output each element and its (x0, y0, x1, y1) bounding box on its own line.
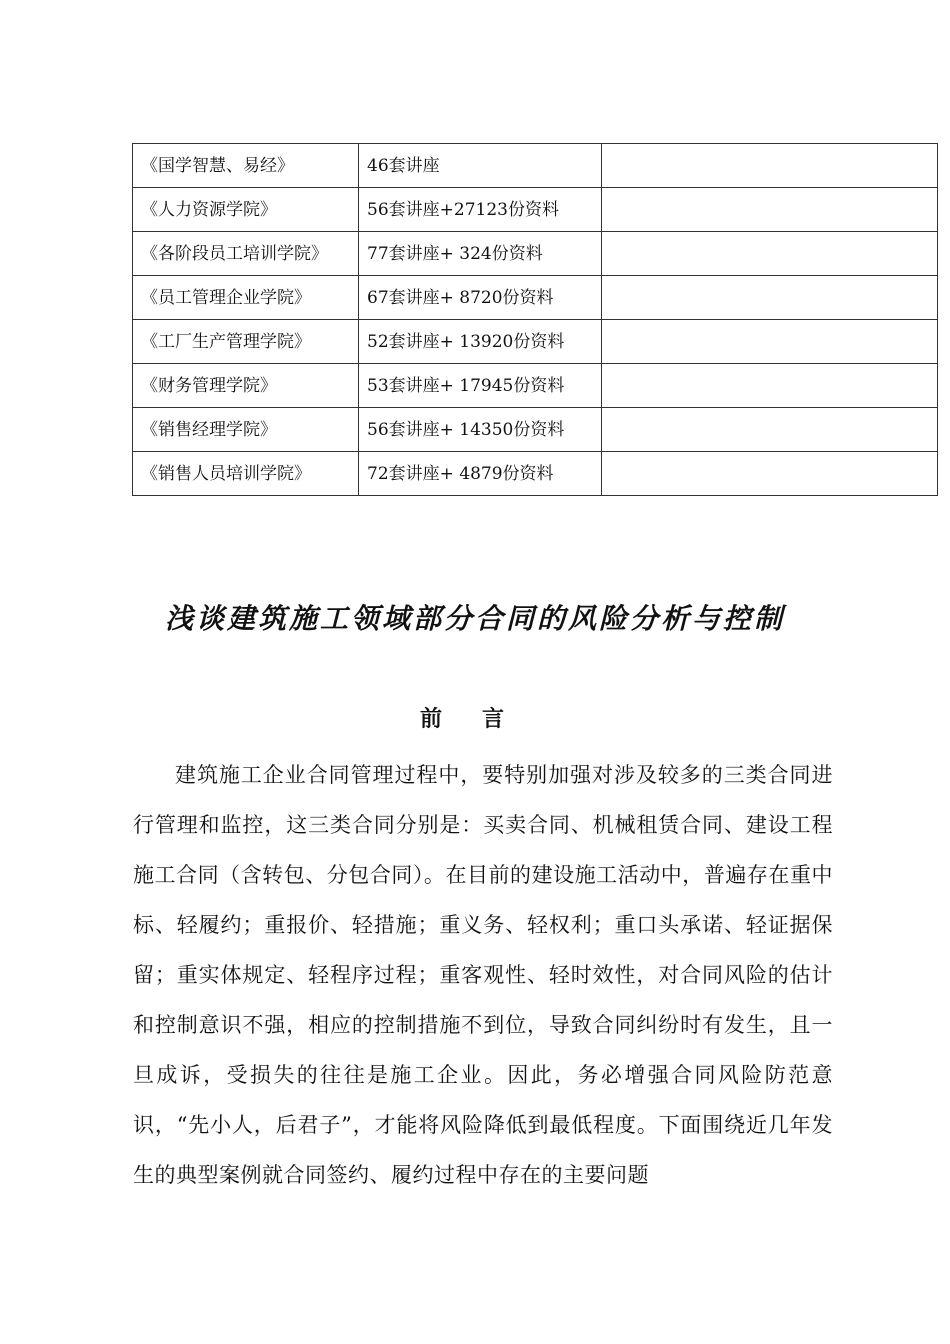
course-name-cell: 《工厂生产管理学院》 (133, 320, 359, 364)
course-note-cell (602, 364, 938, 408)
course-name-cell: 《人力资源学院》 (133, 188, 359, 232)
document-title: 浅谈建筑施工领域部分合同的风险分析与控制 (164, 602, 785, 635)
table-row (133, 276, 938, 320)
section-heading: 前言 (419, 706, 544, 732)
table-row (133, 320, 938, 364)
course-name-cell: 《销售人员培训学院》 (133, 452, 359, 496)
course-note-cell (602, 452, 938, 496)
course-catalog-table (132, 143, 938, 496)
course-name-cell: 《各阶段员工培训学院》 (133, 232, 359, 276)
course-content-cell: 46套讲座 (359, 144, 602, 188)
course-content-cell: 56套讲座+27123份资料 (359, 188, 602, 232)
course-name-cell: 《国学智慧、易经》 (133, 144, 359, 188)
course-name-cell: 《销售经理学院》 (133, 408, 359, 452)
course-note-cell (602, 408, 938, 452)
table-row (133, 452, 938, 496)
table-row (133, 144, 938, 188)
table-row (133, 232, 938, 276)
course-name-cell: 《财务管理学院》 (133, 364, 359, 408)
course-content-cell: 67套讲座+ 8720份资料 (359, 276, 602, 320)
course-note-cell (602, 320, 938, 364)
body-paragraph: 建筑施工企业合同管理过程中，要特别加强对涉及较多的三类合同进行管理和监控，这三类合同分别是：买卖合同、机械租赁合同、建设工程施工合同（含转包、分包合同）。在目前的建设施工活动中，普遍存在重中标、轻履约；重报价、轻措施；重义务、轻权利；重口头承诺、轻证据保留；重实体规定、轻程序过程；重客观性、轻时效性，对合同风险的估计和控制意识不强，相应的控制措施不到位，导致合同纠纷时有发生，且一旦成诉，受损失的往往是施工企业。因此，务必增强合同风险防范意识，“先小人，后君子”，才能将风险降低到最低程度。下面围绕近几年发生的典型案例就合同签约、履约过程中存在的主要问题 (133, 763, 833, 1187)
table-row (133, 408, 938, 452)
course-content-cell: 53套讲座+ 17945份资料 (359, 364, 602, 408)
course-content-cell: 52套讲座+ 13920份资料 (359, 320, 602, 364)
table-row (133, 188, 938, 232)
course-note-cell (602, 232, 938, 276)
table-row (133, 364, 938, 408)
course-content-cell: 77套讲座+ 324份资料 (359, 232, 602, 276)
course-note-cell (602, 144, 938, 188)
course-content-cell: 56套讲座+ 14350份资料 (359, 408, 602, 452)
course-content-cell: 72套讲座+ 4879份资料 (359, 452, 602, 496)
course-note-cell (602, 276, 938, 320)
course-name-cell: 《员工管理企业学院》 (133, 276, 359, 320)
course-note-cell (602, 188, 938, 232)
